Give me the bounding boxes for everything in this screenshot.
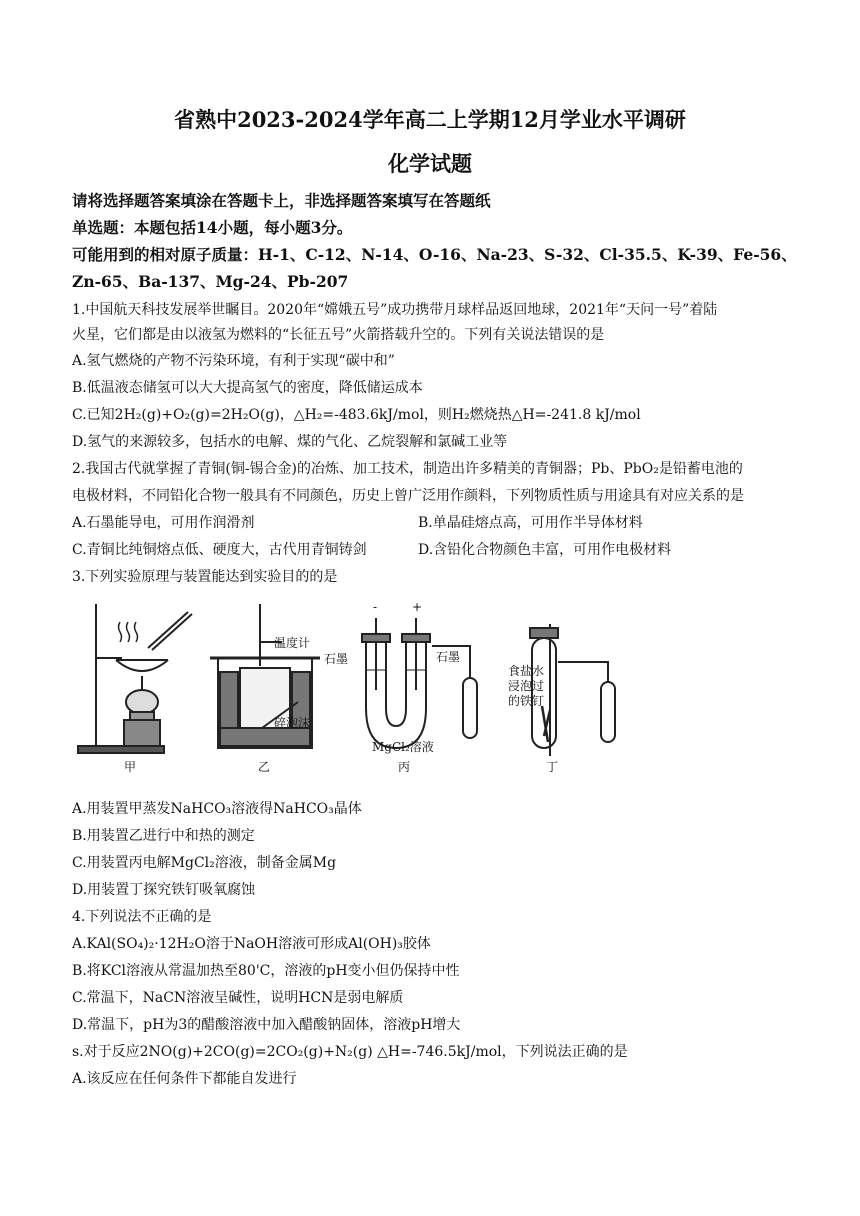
option-b: B.低温液态储氢可以大大提高氢气的密度，降低储运成本 [72, 380, 423, 396]
nail-label-line3: 的铁钉 [508, 694, 545, 708]
option-c: C.用装置丙电解MgCl₂溶液，制备金属Mg [72, 855, 337, 871]
option-b: B.将KCl溶液从常温加热至80'C，溶液的pH变小但仍保持中性 [72, 963, 460, 979]
option-d: D.氢气的来源较多，包括水的电解、煤的气化、乙烷裂解和氯碱工业等 [72, 434, 508, 450]
graphite-left-label: 石墨 [324, 652, 349, 666]
caption-bing: 丙 [398, 760, 411, 774]
exam-title: 省熟中2023-2024学年高二上学期12月学业水平调研 [174, 107, 686, 132]
option-a: A.氢气燃烧的产物不污染环境，有利于实现“碳中和” [72, 353, 395, 369]
nail-label-line1: 食盐水 [508, 664, 545, 678]
apparatus-drawing [60, 598, 660, 773]
thermometer-label: 温度计 [274, 636, 311, 650]
option-d: D.常温下，pH为3的醋酸溶液中加入醋酸钠固体，溶液pH增大 [72, 1017, 461, 1033]
option-c: C.已知2H₂(g)+O₂(g)=2H₂O(g)，△H₂=-483.6kJ/mol，则H₂燃烧热△H=-241.8 kJ/mol [72, 407, 641, 423]
instruction-line: 请将选择题答案填涂在答题卡上，非选择题答案填写在答题纸 [72, 191, 491, 210]
question-stem: s.对于反应2NO(g)+2CO(g)=2CO₂(g)+N₂(g) △H=-746.5kJ/mol，下列说法正确的是 [72, 1044, 628, 1060]
caption-yi: 乙 [258, 760, 271, 774]
question-stem: 1.中国航天科技发展举世瞩目。2020年“嫦娥五号”成功携带月球样品返回地球，2021年“天问一号”着陆 [72, 302, 718, 318]
instruction-line: 单选题：本题包括14小题，每小题3分。 [72, 218, 353, 237]
option-a: A.该反应在任何条件下都能自发进行 [72, 1071, 297, 1087]
question-stem: 3.下列实验原理与装置能达到实验目的的是 [72, 569, 338, 585]
instruction-line: 可能用到的相对原子质量：H-1、C-12、N-14、O-16、Na-23、S-32、Cl-35.5、K-39、Fe-56、 [72, 245, 797, 264]
cathode-sign: - [373, 600, 378, 614]
exam-subtitle: 化学试题 [388, 151, 472, 176]
option-b: B.单晶硅熔点高，可用作半导体材料 [418, 515, 643, 531]
option-c: C.青铜比纯铜熔点低、硬度大，古代用青铜铸剑 [72, 542, 367, 558]
option-c: C.常温下，NaCN溶液呈碱性，说明HCN是弱电解质 [72, 990, 404, 1006]
solution-label: MgCl₂溶液 [372, 740, 434, 754]
question-stem: 电极材料，不同铅化合物一般具有不同颜色，历史上曾广泛用作颜料，下列物质性质与用途具有对应关系的是 [72, 488, 744, 504]
question-stem: 4.下列说法不正确的是 [72, 909, 212, 925]
caption-jia: 甲 [124, 760, 137, 774]
option-a: A.用装置甲蒸发NaHCO₃溶液得NaHCO₃晶体 [72, 801, 362, 817]
caption-ding: 丁 [546, 760, 559, 774]
graphite-right-label: 石墨 [436, 650, 461, 664]
option-d: D.用装置丁探究铁钉吸氧腐蚀 [72, 882, 256, 898]
anode-sign: + [412, 600, 423, 614]
option-d: D.含铅化合物颜色丰富，可用作电极材料 [418, 542, 672, 558]
question-stem: 2.我国古代就掌握了青铜(铜-锡合金)的冶炼、加工技术，制造出许多精美的青铜器；Pb、PbO₂是铅蓄电池的 [72, 461, 743, 477]
option-a: A.KAl(SO₄)₂·12H₂O溶于NaOH溶液可形成Al(OH)₃胶体 [72, 936, 431, 952]
option-a: A.石墨能导电，可用作润滑剂 [72, 515, 255, 531]
foam-label: 碎泡沫 [274, 716, 311, 730]
question-stem: 火星，它们都是由以液氢为燃料的“长征五号”火箭搭载升空的。下列有关说法错误的是 [72, 327, 605, 343]
option-b: B.用装置乙进行中和热的测定 [72, 828, 255, 844]
instruction-line: Zn-65、Ba-137、Mg-24、Pb-207 [72, 272, 349, 291]
nail-label-line2: 浸泡过 [508, 679, 545, 693]
apparatus-figure [60, 598, 660, 773]
